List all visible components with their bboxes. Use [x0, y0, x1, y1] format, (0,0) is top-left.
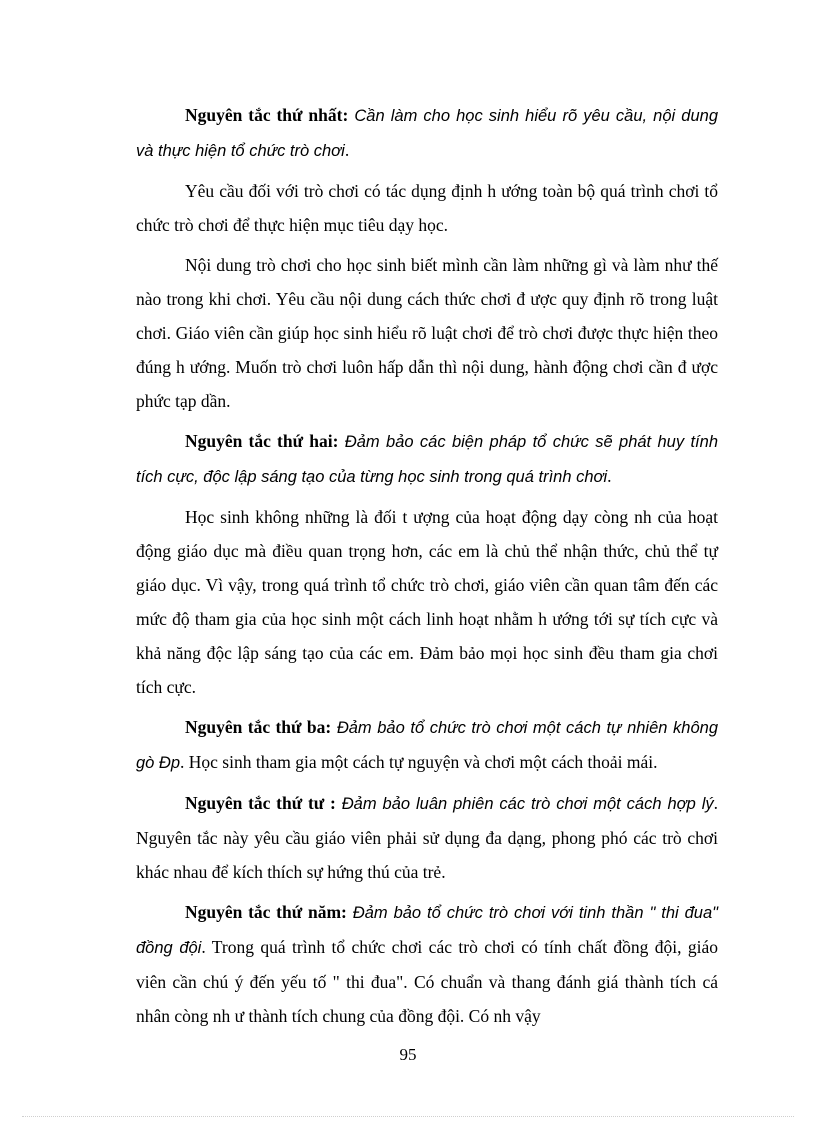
principle-4-text: . Nguyên tắc này yêu cầu giáo viên phải sử dụng đa dạng, phong phó các trò chơi khác nhau để kích thích sự hứng thú của trẻ. [136, 793, 718, 882]
principle-5-statement: Đảm bảo tổ chức trò chơi với tinh thần " thi đua" đồng đội [136, 904, 718, 957]
document-body [136, 98, 718, 1039]
body-2-text: Nội dung trò chơi cho học sinh biết mình cần làm những gì và làm như thế nào trong khi chơi. Yêu cầu nội dung cách thức chơi đ ược quy định rõ trong luật chơi. Giáo viên cần giúp học sinh hiểu rõ luật chơi để trò chơi được thực hiện theo đúng h ướng. Muốn trò chơi luôn hấp dẫn thì nội dung, hành động chơi cần đ ược phức tạp dần. [136, 255, 718, 411]
principle-2-text: . [607, 466, 612, 486]
page-bottom-divider [22, 1116, 794, 1117]
paragraph-body-2 [136, 248, 718, 418]
body-3-text: Học sinh không những là đối t ượng của hoạt động dạy còng nh của hoạt động giáo dục mà điều quan trọng hơn, các em là chủ thể nhận thức, chủ thể tự giáo dục. Vì vậy, trong quá trình tổ chức trò chơi, giáo viên cần quan tâm đến các mức độ tham gia của học sinh một cách linh hoạt nhằm h ướng tới sự tích cực và khả năng độc lập sáng tạo của các em. Đảm bảo mọi học sinh đều tham gia chơi tích cực. [136, 507, 718, 697]
paragraph-body-3 [136, 500, 718, 704]
paragraph-principle-3 [136, 710, 718, 780]
page-number: 95 [399, 1045, 417, 1064]
principle-5-text: . Trong quá trình tổ chức chơi các trò chơi có tính chất đồng đội, giáo viên cần chú ý đến yếu tố " thi đua". Có chuẩn và thang đánh giá thành tích cá nhân còng nh ư thành tích chung của đồng đội. Có nh vậy [136, 937, 718, 1026]
principle-4-title: Nguyên tắc thứ tư : [185, 793, 336, 813]
principle-1-statement: Cần làm cho học sinh hiểu rõ yêu cầu, nội dung và thực hiện tổ chức trò chơi [136, 107, 718, 160]
principle-1-title: Nguyên tắc thứ nhất: [185, 105, 349, 125]
principle-3-text: . Học sinh tham gia một cách tự nguyện và chơi một cách thoải mái. [180, 752, 658, 772]
paragraph-principle-2 [136, 424, 718, 494]
principle-5-title: Nguyên tắc thứ năm: [185, 902, 347, 922]
principle-4-statement: Đảm bảo luân phiên các trò chơi một cách hợp lý [335, 795, 714, 813]
principle-1-text: . [344, 140, 350, 160]
principle-2-statement: Đảm bảo các biện pháp tổ chức sẽ phát huy tính tích cực, độc lập sáng tạo của từng học sinh trong quá trình chơi [136, 433, 718, 486]
principle-2-title: Nguyên tắc thứ hai: [185, 431, 339, 451]
principle-3-statement: Đảm bảo tổ chức trò chơi một cách tự nhiên không gò Đp [136, 719, 718, 772]
body-1-text: Yêu cầu đối với trò chơi có tác dụng định h ướng toàn bộ quá trình chơi tổ chức trò chơi để thực hiện mục tiêu dạy học. [136, 181, 718, 235]
paragraph-principle-5 [136, 895, 718, 1033]
principle-3-title: Nguyên tắc thứ ba: [185, 717, 332, 737]
paragraph-principle-1 [136, 98, 718, 168]
paragraph-principle-4 [136, 786, 718, 889]
paragraph-body-1 [136, 174, 718, 242]
